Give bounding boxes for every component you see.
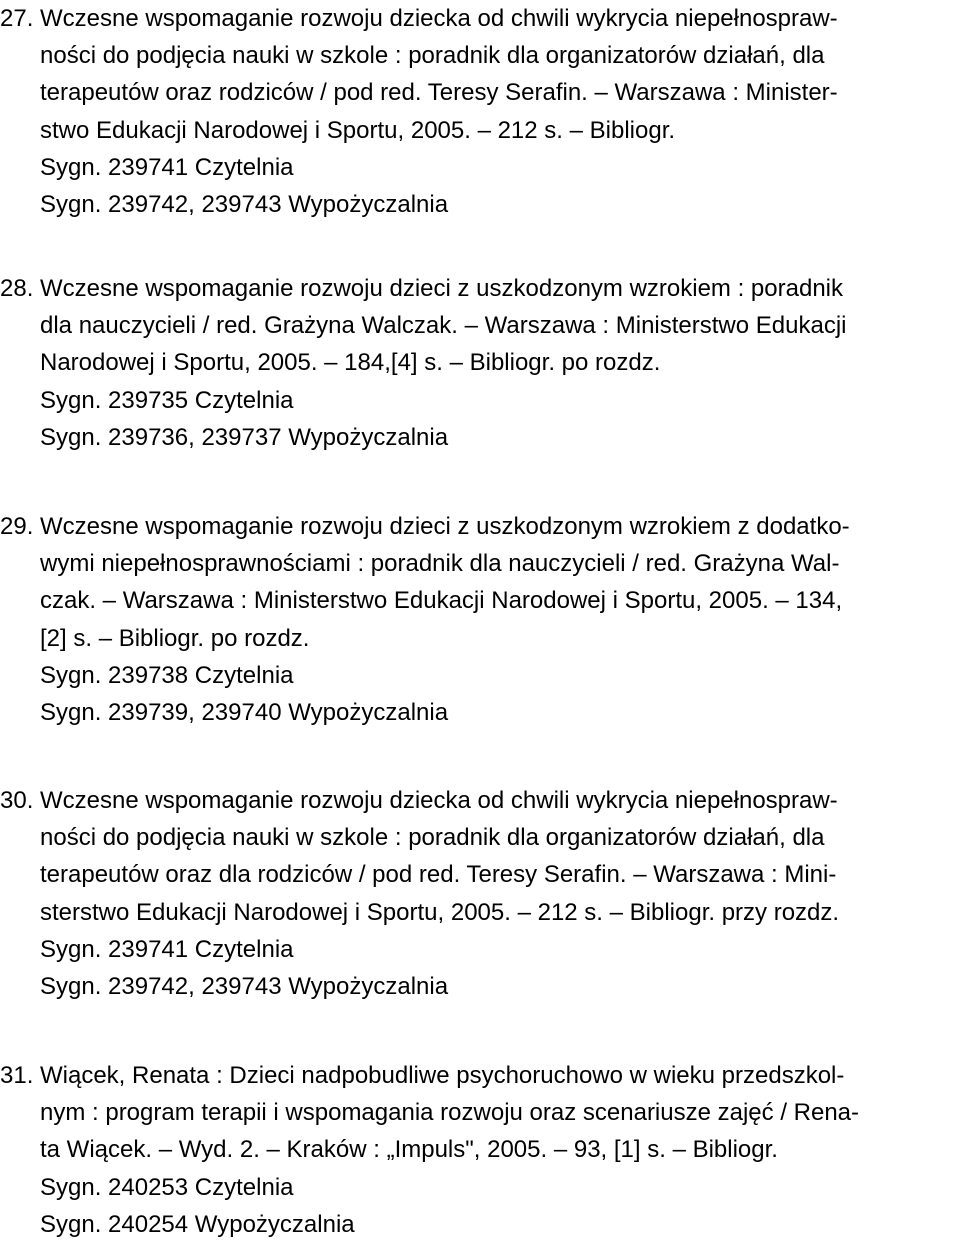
signature-lending: Sygn. 239742, 239743 Wypożyczalnia — [40, 973, 449, 1000]
entry-description-line: Narodowej i Sportu, 2005. – 184,[4] s. – Bibliogr. po rozdz. — [40, 349, 661, 377]
entry-description-line: czak. – Warszawa : Ministerstwo Edukacji Narodowej i Sportu, 2005. – 134, — [40, 587, 843, 615]
entry-number: 30. — [0, 787, 34, 814]
entry-description-line: ta Wiącek. – Wyd. 2. – Kraków : „Impuls", 2005. – 93, [1] s. – Bibliogr. — [40, 1136, 778, 1164]
entry-description-line: ności do podjęcia nauki w szkole : poradnik dla organizatorów działań, dla — [40, 42, 825, 70]
signature-lending: Sygn. 239742, 239743 Wypożyczalnia — [40, 191, 449, 218]
entry-description-line: Wczesne wspomaganie rozwoju dzieci z uszkodzonym wzrokiem z dodatko- — [40, 513, 850, 540]
entry-number: 29. — [0, 513, 34, 540]
entry-number: 28. — [0, 275, 34, 302]
signature-reading-room: Sygn. 239741 Czytelnia — [40, 935, 294, 963]
entry-description-line: Wczesne wspomaganie rozwoju dziecka od chwili wykrycia niepełnospraw- — [40, 5, 838, 32]
entry-description-line: dla nauczycieli / red. Grażyna Walczak. – Warszawa : Ministerstwo Edukacji — [40, 312, 847, 340]
signature-reading-room: Sygn. 240253 Czytelnia — [40, 1173, 294, 1201]
signature-lending: Sygn. 240254 Wypożyczalnia — [40, 1210, 355, 1238]
entry-description-line: nym : program terapii i wspomagania rozwoju oraz scenariusze zajęć / Rena- — [40, 1099, 860, 1127]
signature-reading-room: Sygn. 239741 Czytelnia — [40, 153, 294, 181]
entry-description-line: Wczesne wspomaganie rozwoju dziecka od chwili wykrycia niepełnospraw- — [40, 787, 838, 814]
entry-description-line: terapeutów oraz dla rodziców / pod red. Teresy Serafin. – Warszawa : Mini- — [40, 861, 837, 889]
entry-description-line: Wiącek, Renata : Dzieci nadpobudliwe psychoruchowo w wieku przedszkol- — [40, 1062, 845, 1089]
entry-description-line: wymi niepełnosprawnościami : poradnik dla nauczycieli / red. Grażyna Wal- — [40, 550, 840, 578]
signature-lending: Sygn. 239739, 239740 Wypożyczalnia — [40, 699, 449, 726]
signature-reading-room: Sygn. 239738 Czytelnia — [40, 661, 294, 689]
entry-description-line: terapeutów oraz rodziców / pod red. Teresy Serafin. – Warszawa : Minister- — [40, 79, 838, 107]
entry-description-line: sterstwo Edukacji Narodowej i Sportu, 2005. – 212 s. – Bibliogr. przy rozdz. — [40, 898, 840, 926]
signature-lending: Sygn. 239736, 239737 Wypożyczalnia — [40, 423, 449, 451]
entry-description-line: stwo Edukacji Narodowej i Sportu, 2005. – 212 s. – Bibliogr. — [40, 116, 676, 144]
entry-description-line: ności do podjęcia nauki w szkole : poradnik dla organizatorów działań, dla — [40, 824, 825, 852]
entry-number: 27. — [0, 5, 34, 32]
entry-number: 31. — [0, 1062, 34, 1089]
entry-description-line: Wczesne wspomaganie rozwoju dzieci z uszkodzonym wzrokiem : poradnik — [40, 275, 843, 302]
entry-description-line: [2] s. – Bibliogr. po rozdz. — [40, 624, 310, 652]
signature-reading-room: Sygn. 239735 Czytelnia — [40, 386, 294, 414]
